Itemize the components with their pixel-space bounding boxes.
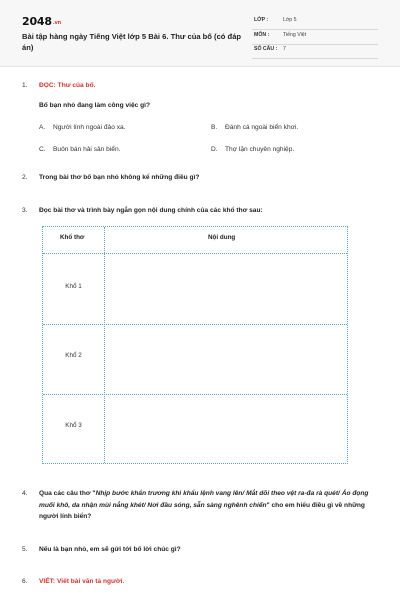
q4-prefix: Qua các câu thơ ": [39, 490, 96, 497]
q4-question: [39, 488, 381, 523]
q2-question: Trong bài thơ bố bạn nhỏ không kể những điều gì?: [39, 174, 200, 181]
option-letter: B.: [211, 124, 218, 131]
q1-option-a[interactable]: [39, 124, 126, 131]
q2-number: 2.: [22, 174, 28, 181]
option-text: Đánh cá ngoài biển khơi.: [225, 124, 299, 131]
q5-number: 5.: [22, 546, 28, 553]
site-logo[interactable]: [22, 15, 61, 28]
q4-number: 4.: [22, 490, 28, 497]
q1-option-d[interactable]: [211, 146, 294, 153]
q1-question: Bố bạn nhỏ đang làm công việc gì?: [39, 102, 151, 109]
meta-grade-value: Lớp 5: [283, 17, 297, 23]
q3-number: 3.: [22, 207, 28, 214]
table-row-label: Khổ 3: [65, 422, 82, 429]
table-header-stanza: Khổ thơ: [60, 234, 85, 241]
meta-count-value: 7: [283, 46, 286, 52]
meta-grade-label: LỚP :: [254, 17, 269, 23]
table-column-divider: [104, 227, 105, 463]
option-text: Buôn bán hải sản biển.: [53, 146, 121, 153]
meta-subject-value: Tiếng Việt: [283, 32, 307, 38]
q6-number: 6.: [22, 578, 28, 585]
table-row-divider: [43, 324, 347, 325]
content-table: [42, 226, 348, 464]
q5-question: Nếu là bạn nhỏ, em sẽ gửi tới bố lời chúc gì?: [39, 546, 181, 553]
q6-heading: VIẾT: Viết bài văn tả người.: [39, 578, 125, 585]
table-row-divider: [43, 394, 347, 395]
table-header-content: Nội dung: [208, 234, 236, 241]
document-title: Bài tập hàng ngày Tiếng Việt lớp 5 Bài 6. Thư của bố (có đáp án): [22, 32, 242, 52]
q4-quote: Nhịp bước khẩn trương khi khẩu lệnh vang lên/ Mắt dõi theo vệt ra-đa rà quét/ Áo đọng muối khô, da nhận mùi nắng khét/ Nơi đầu sóng, sẵn sàng nghênh chiến: [39, 490, 369, 509]
table-row-label: Khổ 2: [65, 352, 82, 359]
table-row-divider: [43, 253, 347, 254]
meta-question-count: [252, 44, 378, 59]
option-text: Thợ lặn chuyên nghiệp.: [225, 146, 295, 153]
logo-tld: .vn: [52, 20, 61, 26]
meta-grade: [252, 15, 378, 30]
q4-suffix: " cho em hiểu điều gì về những người lính biển?: [39, 501, 365, 521]
q1-number: 1.: [22, 82, 28, 89]
q1-heading: ĐỌC: Thư của bố.: [39, 82, 96, 89]
option-letter: A.: [39, 124, 46, 131]
page-header: [0, 0, 400, 67]
option-letter: C.: [39, 146, 46, 153]
q1-option-b[interactable]: [211, 124, 298, 131]
option-text: Người lính ngoài đảo xa.: [53, 124, 126, 131]
q3-question: Đọc bài thơ và trình bày ngắn gọn nội dung chính của các khổ thơ sau:: [39, 207, 263, 214]
meta-subject-label: MÔN :: [254, 32, 270, 38]
logo-text: 2048: [22, 15, 52, 28]
meta-subject: [252, 30, 378, 45]
table-row-label: Khổ 1: [65, 283, 82, 290]
meta-count-label: SỐ CÂU :: [254, 46, 278, 52]
q1-option-c[interactable]: [39, 146, 120, 153]
option-letter: D.: [211, 146, 218, 153]
